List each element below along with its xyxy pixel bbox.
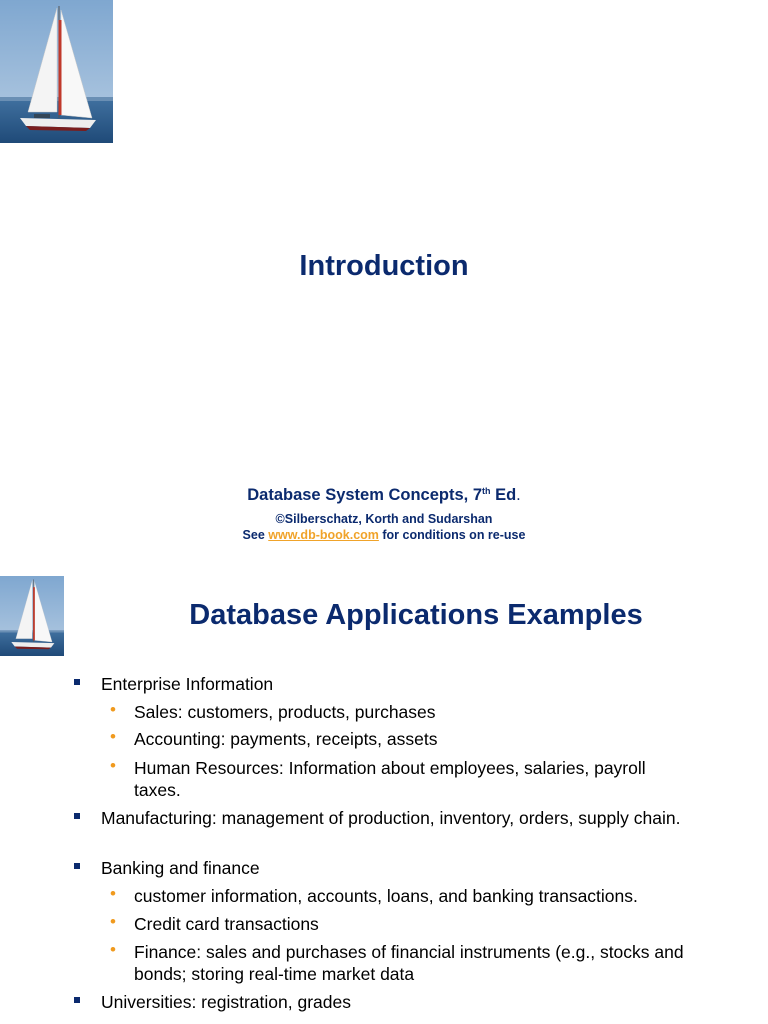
list-item: Banking and finance [101,857,691,879]
book-title-text: Database System Concepts, 7 [247,486,482,504]
book-edition-suffix: Ed [490,486,517,504]
copyright-line: ©Silberschatz, Korth and Sudarshan [275,512,493,526]
list-item: • Finance: sales and purchases of financial instruments (e.g., stocks and bonds; storing real-time market data [134,941,694,985]
list-item: • Human Resources: Information about employees, salaries, payroll taxes. [134,757,694,801]
db-book-link[interactable]: www.db-book.com [268,528,379,542]
slide-title: Introduction [299,250,469,282]
list-item: • Credit card transactions [134,913,694,935]
list-item: • Sales: customers, products, purchases [134,701,694,723]
reuse-line [0,528,768,542]
list-item: • customer information, accounts, loans, and banking transactions. [134,885,694,907]
content-slide [0,576,768,1024]
slide-title: Database Applications Examples [189,599,643,631]
book-edition-sup: th [482,486,491,496]
sailboat-image [0,0,113,143]
book-title [0,486,768,505]
reuse-prefix: See [242,528,269,542]
list-item: Manufacturing: management of production, inventory, orders, supply chain. [101,807,691,829]
sailboat-image-small [0,576,64,656]
list-item: Universities: registration, grades [101,991,691,1013]
list-item: Enterprise Information [101,673,691,695]
list-item: • Accounting: payments, receipts, assets [134,728,694,750]
book-period: . [516,486,521,504]
reuse-suffix: for conditions on re-use [378,528,526,542]
